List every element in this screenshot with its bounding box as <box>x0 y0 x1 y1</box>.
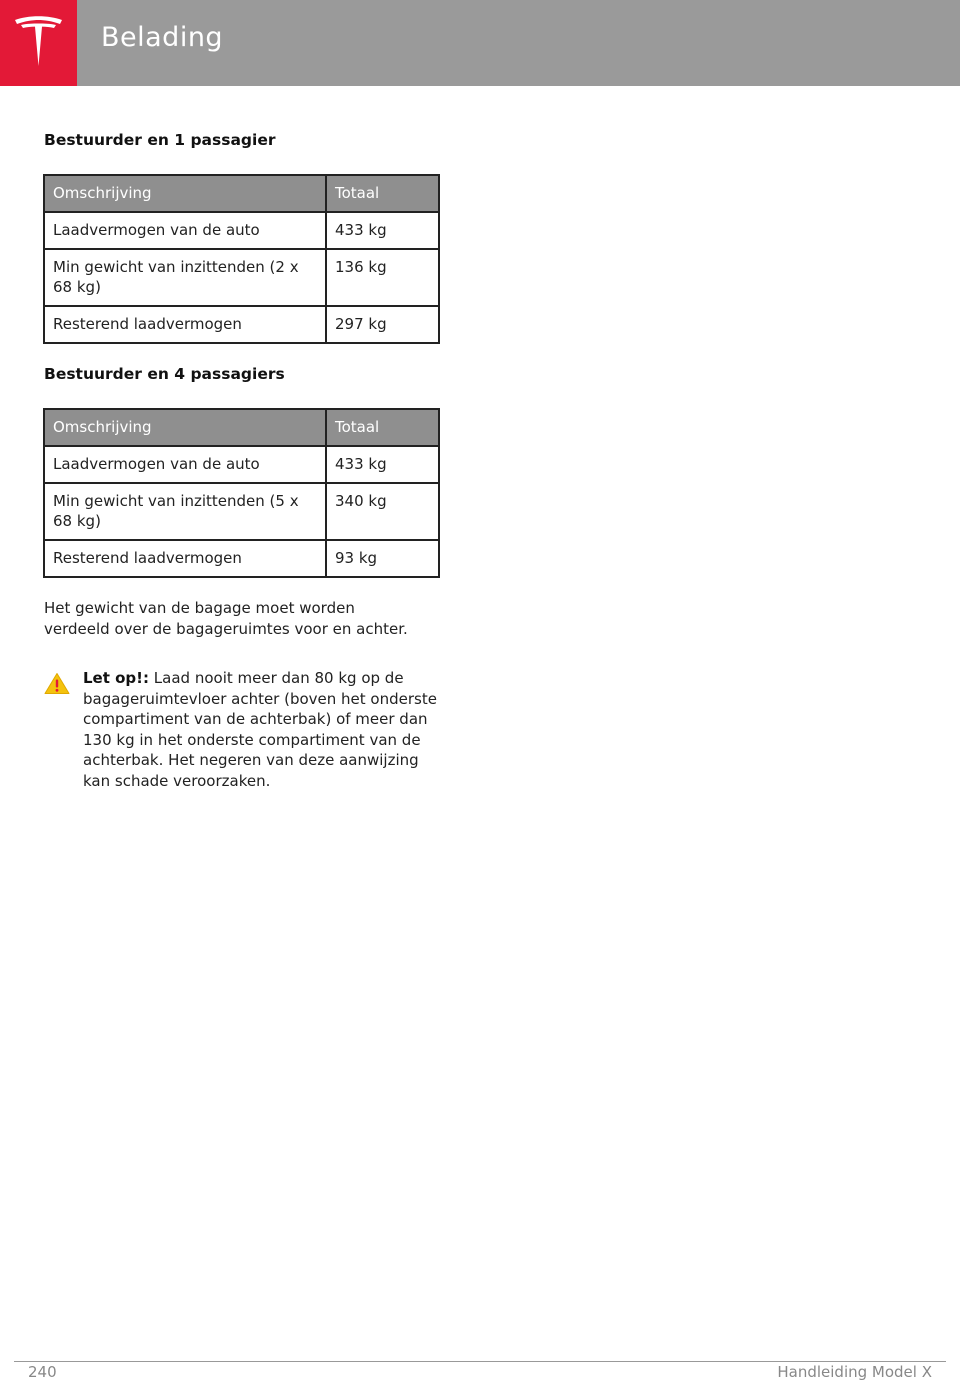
table-row <box>44 446 439 483</box>
column-header-total: Totaal <box>326 409 439 446</box>
table-cell: 340 kg <box>326 483 439 540</box>
table-cell: Laadvermogen van de auto <box>44 212 326 249</box>
footer-divider <box>14 1361 946 1362</box>
table-cell: 136 kg <box>326 249 439 306</box>
table-cell: 433 kg <box>326 212 439 249</box>
table-header-row <box>44 409 439 446</box>
warning-text-block <box>83 668 443 791</box>
page-number: 240 <box>28 1363 57 1381</box>
table-row <box>44 483 439 540</box>
table-driver-1-passenger <box>43 174 440 344</box>
warning-icon <box>44 672 70 695</box>
table-cell: Resterend laadvermogen <box>44 540 326 577</box>
table-cell: Min gewicht van inzittenden (2 x 68 kg) <box>44 249 326 306</box>
tesla-logo-icon <box>12 14 65 70</box>
table2-title: Bestuurder en 4 passagiers <box>44 365 285 383</box>
page-header <box>0 0 960 86</box>
table-cell: 93 kg <box>326 540 439 577</box>
table-header-row <box>44 175 439 212</box>
tesla-logo <box>0 0 77 86</box>
warning-text: Laad nooit meer dan 80 kg op de bagageruimtevloer achter (boven het onderste compartiment van de achterbak) of meer dan 130 kg in het onderste compartiment van de achterbak. Het negeren van deze aanwijzing kan schade veroorzaken. <box>83 669 437 790</box>
table-cell: Resterend laadvermogen <box>44 306 326 343</box>
table-row <box>44 249 439 306</box>
column-header-description: Omschrijving <box>44 409 326 446</box>
footer-title: Handleiding Model X <box>777 1363 932 1381</box>
table-row <box>44 540 439 577</box>
table-row <box>44 212 439 249</box>
column-header-total: Totaal <box>326 175 439 212</box>
warning-label: Let op!: <box>83 669 150 687</box>
column-header-description: Omschrijving <box>44 175 326 212</box>
table-cell: 297 kg <box>326 306 439 343</box>
page-title: Belading <box>101 22 224 53</box>
table-cell: Min gewicht van inzittenden (5 x 68 kg) <box>44 483 326 540</box>
body-paragraph: Het gewicht van de bagage moet worden verdeeld over de bagageruimtes voor en achter. <box>44 599 408 638</box>
table-row <box>44 306 439 343</box>
table1-title: Bestuurder en 1 passagier <box>44 131 276 149</box>
table-cell: 433 kg <box>326 446 439 483</box>
table-driver-4-passengers <box>43 408 440 578</box>
table-cell: Laadvermogen van de auto <box>44 446 326 483</box>
